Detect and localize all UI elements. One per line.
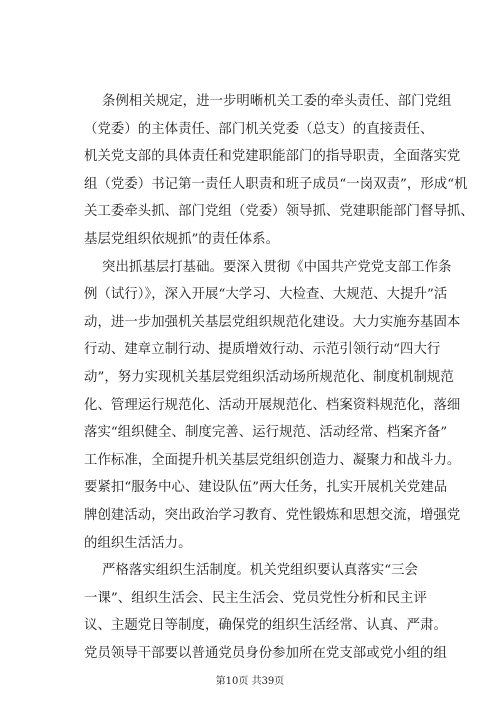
text-line: 严格落实组织生活制度。机关党组织要认真落实“三会 [102, 563, 419, 579]
text-line: 党员领导干部要以普通党员身份参加所在党支部或党小组的组 [84, 645, 447, 661]
text-line: 行动、建章立制行动、提质增效行动、示范引领行动“四大行 [84, 342, 441, 358]
text-line: 的组织生活活力。 [84, 535, 192, 551]
text-line: 例（试行）》，深入开展“大学习、大检查、大规范、大提升”活 [84, 287, 448, 303]
text-line: 条例相关规定，进一步明晰机关工委的牵头责任、部门党组 [102, 94, 452, 109]
text-line: 突出抓基层打基础。要深入贯彻《中国共产党党支部工作条 [102, 259, 452, 275]
text-line: 议、主题党日等制度，确保党的组织生活经常、认真、严肃。 [84, 618, 447, 634]
text-line: 关工委牵头抓、部门党组（党委）领导抓、党建职能部门督导抓、 [84, 204, 474, 220]
text-line: 动，进一步加强机关基层党组织规范化建设。大力实施夯基固本 [84, 314, 461, 330]
text-line: 工作标准，全面提升机关基层党组织创造力、凝聚力和战斗力。 [84, 452, 461, 468]
text-line: 化、管理运行规范化、活动开展规范化、档案资料规范化，落细 [84, 397, 461, 413]
text-line: 落实“组织健全、制度完善、运行规范、活动经常、档案齐备” [84, 425, 448, 441]
text-line: 组（党委）书记第一责任人职责和班子成员“一岗双责”，形成“机 [84, 176, 468, 192]
document-body [84, 88, 474, 667]
text-line: 一课”、组织生活会、民主生活会、党员党性分析和民主评 [84, 590, 427, 606]
text-line: 牌创建活动，突出政治学习教育、党性锻炼和思想交流，增强党 [84, 507, 461, 523]
text-line: 基层党组织依规抓”的责任体系。 [84, 231, 280, 247]
text-line: 要紧扣“服务中心、建设队伍”两大任务，扎实开展机关党建品 [84, 480, 448, 496]
text-line: 动”，努力实现机关基层党组织活动场所规范化、制度机制规范 [84, 369, 454, 385]
text-line: 机关党支部的具体责任和党建职能部门的指导职责，全面落实党 [84, 149, 461, 165]
text-line: （党委）的主体责任、部门机关党委（总支）的直接责任、 [84, 121, 434, 137]
page-number-footer: 第10页 共39页 [215, 676, 285, 687]
